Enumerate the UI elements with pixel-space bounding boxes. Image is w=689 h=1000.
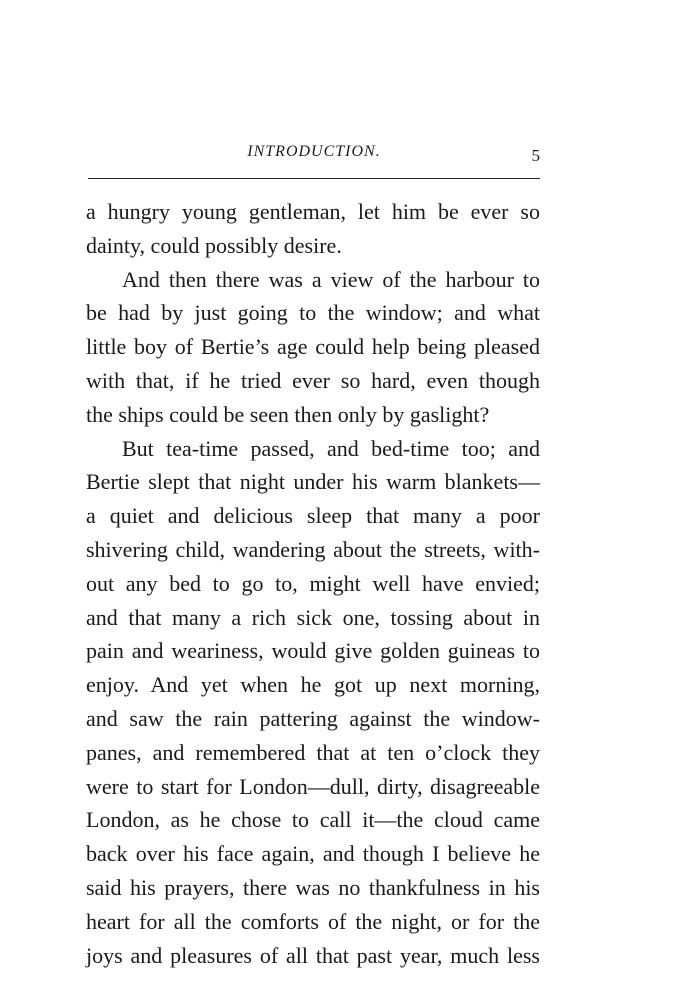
text-line: dainty, could possibly desire. [86, 232, 342, 258]
text-line: were to start for London—dull, dirty, disagreeable [86, 773, 540, 799]
text-line: enjoy. And yet when he got up next morning, [86, 672, 540, 698]
text-line: said his prayers, there was no thankfulness in his [86, 874, 540, 900]
text-line: Bertie slept that night under his warm blankets— [86, 469, 540, 495]
text-line: And then there was a view of the harbour to [122, 266, 540, 292]
text-line: with that, if he tried ever so hard, even though [86, 367, 540, 393]
running-head: INTRODUCTION. [247, 143, 381, 160]
header-rule [88, 178, 540, 179]
text-line: a quiet and delicious sleep that many a poor [86, 503, 540, 529]
text-line: panes, and remembered that at ten o’clock they [86, 739, 540, 765]
text-line: London, as he chose to call it—the cloud came [86, 807, 540, 833]
text-line: out any bed to go to, might well have envied; [86, 570, 540, 596]
text-line: pain and weariness, would give golden guineas to [86, 638, 540, 664]
text-line: and that many a rich sick one, tossing about in [86, 604, 540, 630]
text-line: But tea-time passed, and bed-time too; and [122, 435, 540, 461]
body-text [86, 195, 540, 972]
text-line: back over his face again, and though I believe he [86, 841, 540, 867]
text-line: the ships could be seen then only by gaslight? [86, 401, 490, 427]
text-line: shivering child, wandering about the streets, with- [86, 536, 540, 562]
text-line: and saw the rain pattering against the window- [86, 705, 540, 731]
text-line: little boy of Bertie’s age could help being pleased [86, 334, 540, 360]
text-line: be had by just going to the window; and what [86, 300, 540, 326]
text-line: a hungry young gentleman, let him be ever so [86, 199, 540, 224]
text-line: joys and pleasures of all that past year, much less [86, 942, 540, 968]
text-line: heart for all the comforts of the night, or for the [86, 908, 540, 934]
page-number: 5 [531, 146, 540, 165]
page-header [88, 143, 540, 167]
